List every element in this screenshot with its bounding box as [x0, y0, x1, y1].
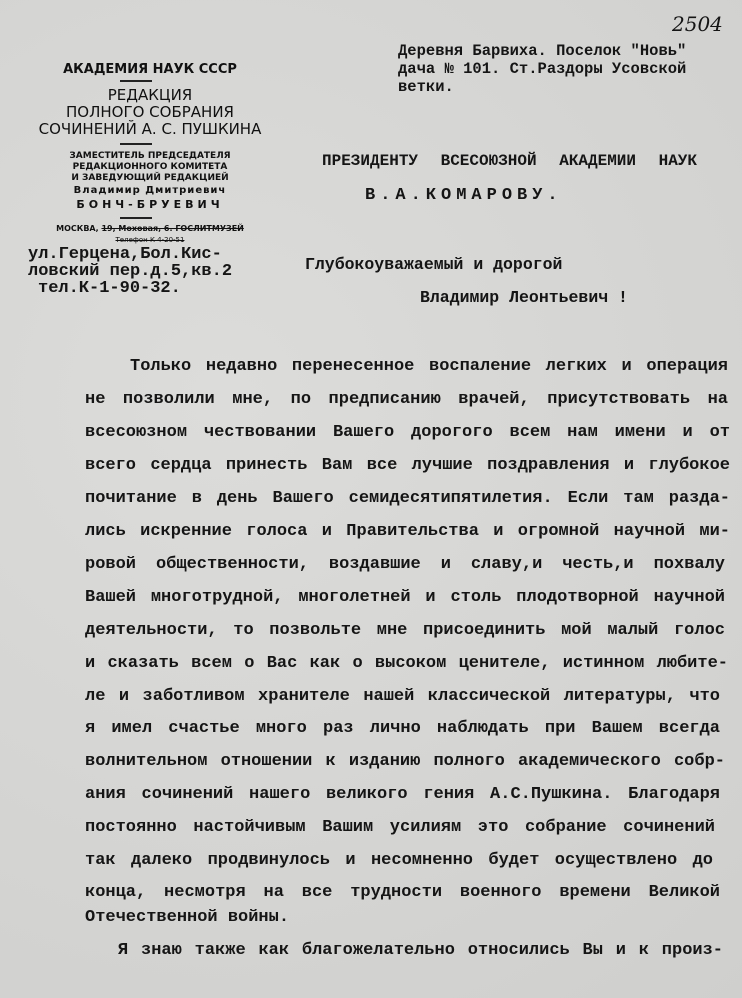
letterhead-name-first: Владимир Дмитриевич	[73, 185, 227, 196]
letterhead-editorial-1: РЕДАКЦИЯ	[107, 86, 193, 104]
letterhead-old-phone: Телефон К 4-20-51	[115, 236, 185, 244]
letterhead-editorial-2: ПОЛНОГО СОБРАНИЯ	[66, 103, 234, 121]
sender-address-line: Деревня Барвиха. Поселок "Новь"	[398, 42, 687, 60]
body-line: я имел счастье много раз лично наблюдать при Вашем всегда	[85, 719, 720, 738]
city: МОСКВА,	[56, 224, 99, 233]
body-line: ле и заботливом хранителе нашей классической литературы, что	[85, 687, 720, 706]
body-line: Я знаю также как благожелательно относились Вы и к произ-	[118, 941, 723, 960]
new-address-1: ул.Герцена,Бол.Кис-	[28, 245, 222, 264]
new-address-2: ловский пер.д.5,кв.2	[28, 262, 233, 281]
body-line: Вашей многотрудной, многолетней и столь плодотворной научной	[85, 588, 725, 607]
letterhead-position-3: И ЗАВЕДУЮЩИЙ РЕДАКЦИЕЙ	[71, 173, 229, 183]
salutation-line-1: Глубокоуважаемый и дорогой	[305, 255, 563, 274]
divider	[120, 80, 152, 82]
recipient-title: ПРЕЗИДЕНТУ ВСЕСОЮЗНОЙ АКАДЕМИИ НАУК	[322, 152, 697, 170]
body-line: так далеко продвинулось и несомненно будет осуществлено до	[85, 851, 713, 870]
divider	[120, 143, 152, 145]
letterhead-old-address	[20, 224, 280, 233]
body-line: конца, несмотря на все трудности военного времени Великой	[85, 883, 720, 902]
new-phone: тел.К-1-90-32.	[38, 279, 181, 298]
divider	[120, 217, 152, 219]
body-line: ровой общественности, воздавшие и славу,и честь,и похвалу	[85, 555, 725, 574]
body-line: лись искренние голоса и Правительства и огромной научной ми-	[85, 522, 730, 541]
body-line: почитание в день Вашего семидесятипятилетия. Если там разда-	[85, 489, 730, 508]
letterhead-name-last: БОНЧ-БРУЕВИЧ	[76, 198, 224, 211]
letterhead-editorial-3: СОЧИНЕНИЙ А. С. ПУШКИНА	[38, 120, 262, 138]
sender-address-line: ветки.	[398, 78, 454, 96]
body-line: Отечественной войны.	[85, 908, 290, 927]
letterhead-academy: АКАДЕМИЯ НАУК СССР	[63, 62, 237, 77]
letterhead-position-1: ЗАМЕСТИТЕЛЬ ПРЕДСЕДАТЕЛЯ	[69, 151, 231, 161]
body-line: и сказать всем о Вас как о высоком ценителе, истинном любите-	[85, 654, 728, 673]
body-line: деятельности, то позвольте мне присоединить мой малый голос	[85, 621, 725, 640]
body-line: постоянно настойчивым Вашим усилиям это собрание сочинений	[85, 818, 715, 837]
salutation-line-2: Владимир Леонтьевич !	[420, 288, 628, 307]
body-line: всего сердца принесть Вам все лучшие поздравления и глубокое	[85, 456, 730, 475]
old-address: 19, Моховая, 6. ГОСЛИТМУЗЕЙ	[101, 224, 244, 233]
archive-number: 2504	[672, 12, 723, 36]
body-line: Только недавно перенесенное воспаление легких и операция	[130, 357, 728, 376]
body-line: всесоюзном чествовании Вашего дорогого всем нам имени и от	[85, 423, 730, 442]
letterhead-position-2: РЕДАКЦИОННОГО КОМИТЕТА	[72, 162, 228, 172]
body-line: ания сочинений нашего великого гения А.С.Пушкина. Благодаря	[85, 785, 720, 804]
recipient-name: В.А.КОМАРОВУ.	[365, 186, 563, 205]
body-line: волнительном отношении к изданию полного академического собр-	[85, 752, 725, 771]
sender-address-line: дача № 101. Ст.Раздоры Усовской	[398, 60, 687, 78]
body-line: не позволили мне, по предписанию врачей, присутствовать на	[85, 390, 728, 409]
